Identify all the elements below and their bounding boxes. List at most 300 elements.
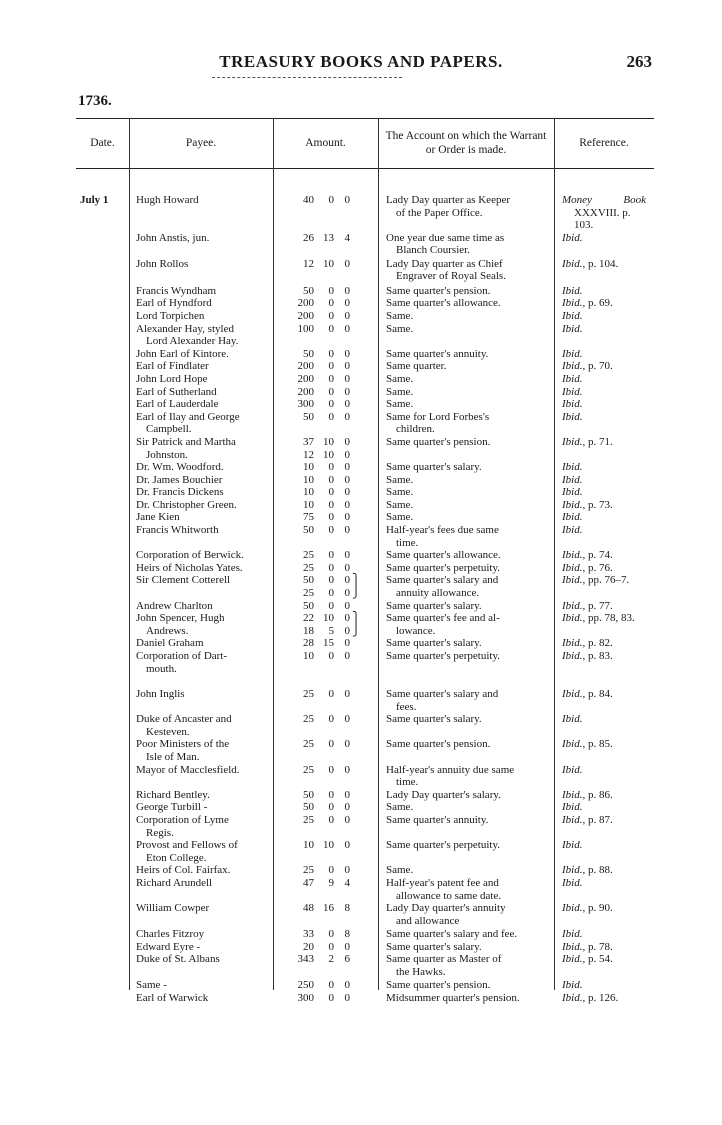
amount-cell xyxy=(284,764,376,777)
header-bottom-rule xyxy=(76,168,654,169)
shillings: 0 xyxy=(328,813,334,826)
column-header-account: The Account on which the Warrant or Order is made. xyxy=(385,130,547,156)
shillings: 10 xyxy=(323,839,334,852)
table-row xyxy=(76,436,654,461)
pounds: 40 xyxy=(303,194,314,206)
table-row xyxy=(76,789,654,802)
payee-line: Corporation of Berwick. xyxy=(136,549,244,562)
amount-cell xyxy=(284,258,376,271)
reference-line: Ibid. xyxy=(562,284,583,297)
amount-line xyxy=(284,511,376,524)
shillings: 10 xyxy=(323,257,334,270)
reference-line: Ibid., p. 73. xyxy=(562,498,613,511)
amount-line xyxy=(284,713,376,726)
reference-cell xyxy=(562,650,652,663)
amount-line xyxy=(284,194,376,207)
reference-cell xyxy=(562,928,652,941)
pence: 0 xyxy=(344,372,350,385)
amount-line xyxy=(284,323,376,336)
payee-cell xyxy=(136,979,268,992)
shillings: 0 xyxy=(328,574,334,587)
amount-cell xyxy=(284,953,376,966)
reference-cell xyxy=(562,764,652,777)
table-row xyxy=(76,992,654,1005)
pounds: 25 xyxy=(303,587,314,600)
pence: 0 xyxy=(344,561,350,574)
account-cell xyxy=(386,864,550,877)
reference-line: Ibid. xyxy=(562,309,583,322)
pounds: 300 xyxy=(297,398,314,411)
amount-line xyxy=(284,474,376,487)
reference-cell xyxy=(562,612,652,625)
payee-cell xyxy=(136,992,268,1005)
reference-line: Ibid. xyxy=(562,372,583,385)
payee-cell xyxy=(136,461,268,474)
payee-cell xyxy=(136,549,268,562)
reference-line: Ibid., p. 71. xyxy=(562,435,613,448)
table-row xyxy=(76,258,654,285)
table-row xyxy=(76,474,654,487)
pence: 0 xyxy=(344,309,350,322)
amount-line xyxy=(284,461,376,474)
brace-mark: ⎫ xyxy=(352,612,361,625)
account-cell xyxy=(386,436,550,449)
amount-line xyxy=(284,574,376,587)
table-row xyxy=(76,398,654,411)
shillings: 10 xyxy=(323,435,334,448)
payee-line: Corporation of Lyme xyxy=(136,813,229,826)
table-row xyxy=(76,499,654,512)
shillings: 0 xyxy=(328,284,334,297)
payee-line: Kesteven. xyxy=(146,725,190,738)
reference-cell xyxy=(562,474,652,487)
amount-line xyxy=(284,486,376,499)
pence: 0 xyxy=(344,624,350,637)
table-row xyxy=(76,461,654,474)
pence: 0 xyxy=(344,461,350,474)
shillings: 0 xyxy=(328,486,334,499)
shillings: 0 xyxy=(328,398,334,411)
pounds: 26 xyxy=(303,231,314,244)
shillings: 15 xyxy=(323,637,334,650)
payee-line: John Lord Hope xyxy=(136,372,208,385)
shillings: 0 xyxy=(328,524,334,537)
account-line: Same for Lord Forbes's xyxy=(386,410,490,423)
payee-line: Sir Patrick and Martha xyxy=(136,435,236,448)
reference-line: Ibid. xyxy=(562,839,583,852)
account-line: Lady Day quarter as Chief xyxy=(386,257,503,270)
table-row xyxy=(76,864,654,877)
account-line: Same quarter's pension. xyxy=(386,284,491,297)
reference-line: XXXVIII. p. xyxy=(574,206,631,219)
pounds: 50 xyxy=(303,347,314,360)
amount-line xyxy=(284,549,376,562)
amount-cell xyxy=(284,801,376,814)
table-row xyxy=(76,764,654,789)
reference-line: Ibid. xyxy=(562,979,583,992)
payee-line: Francis Wyndham xyxy=(136,284,217,297)
account-line: Same quarter's annuity. xyxy=(386,347,489,360)
reference-cell xyxy=(562,713,652,726)
payee-line: Dr. Francis Dickens xyxy=(136,486,224,499)
reference-cell xyxy=(562,194,652,232)
account-line: Same. xyxy=(386,864,414,877)
account-cell xyxy=(386,600,550,613)
pounds: 28 xyxy=(303,637,314,650)
amount-cell xyxy=(284,499,376,512)
account-line: Same quarter's allowance. xyxy=(386,297,501,310)
reference-cell xyxy=(562,814,652,827)
pounds: 50 xyxy=(303,524,314,537)
payee-line: Dr. James Bouchier xyxy=(136,473,223,486)
table-row xyxy=(76,738,654,763)
payee-cell xyxy=(136,323,268,348)
payee-line: Earl of Hyndford xyxy=(136,297,212,310)
account-line: Same quarter's pension. xyxy=(386,979,491,992)
payee-line: Campbell. xyxy=(146,423,192,436)
amount-line xyxy=(284,524,376,537)
table-row xyxy=(76,411,654,436)
payee-cell xyxy=(136,474,268,487)
payee-cell xyxy=(136,612,268,637)
reference-cell xyxy=(562,789,652,802)
pounds: 25 xyxy=(303,549,314,562)
account-line: Same quarter's salary. xyxy=(386,461,482,474)
reference-cell xyxy=(562,979,652,992)
pence: 0 xyxy=(344,360,350,373)
shillings: 5 xyxy=(328,624,334,637)
amount-line xyxy=(284,864,376,877)
payee-line: John Earl of Kintore. xyxy=(136,347,229,360)
account-cell xyxy=(386,814,550,827)
pounds: 50 xyxy=(303,284,314,297)
pounds: 33 xyxy=(303,928,314,941)
account-cell xyxy=(386,688,550,713)
shillings: 0 xyxy=(328,309,334,322)
account-cell xyxy=(386,398,550,411)
account-line: Half-year's annuity due same xyxy=(386,763,515,776)
table-row xyxy=(76,814,654,839)
shillings: 0 xyxy=(328,979,334,992)
shillings: 0 xyxy=(328,688,334,701)
pounds: 10 xyxy=(303,839,314,852)
pounds: 200 xyxy=(297,360,314,373)
payee-cell xyxy=(136,360,268,373)
amount-line xyxy=(284,310,376,323)
amount-line xyxy=(284,801,376,814)
amount-line xyxy=(284,436,376,449)
pence: 0 xyxy=(344,788,350,801)
pounds: 48 xyxy=(303,902,314,915)
amount-cell xyxy=(284,574,376,599)
pence: 0 xyxy=(344,612,350,625)
amount-line xyxy=(284,979,376,992)
column-header-amount: Amount. xyxy=(305,137,346,149)
payee-line: Francis Whitworth xyxy=(136,524,219,537)
reference-line: Ibid., p. 88. xyxy=(562,864,613,877)
reference-line: Ibid., pp. 78, 83. xyxy=(562,612,635,625)
column-header-reference: Reference. xyxy=(579,137,629,149)
account-line: Same quarter. xyxy=(386,360,447,373)
account-cell xyxy=(386,877,550,902)
pence: 0 xyxy=(344,385,350,398)
pence: 4 xyxy=(344,231,350,244)
amount-line xyxy=(284,941,376,954)
pence: 0 xyxy=(344,257,350,270)
shillings: 0 xyxy=(328,940,334,953)
pounds: 18 xyxy=(303,624,314,637)
reference-cell xyxy=(562,574,652,587)
amount-line xyxy=(284,688,376,701)
shillings: 9 xyxy=(328,876,334,889)
amount-cell xyxy=(284,323,376,336)
account-cell xyxy=(386,650,550,663)
table-row xyxy=(76,511,654,524)
table-row xyxy=(76,373,654,386)
reference-line: Ibid., p. 85. xyxy=(562,738,613,751)
payee-line: Earl of Findlater xyxy=(136,360,209,373)
pence: 0 xyxy=(344,322,350,335)
payee-cell xyxy=(136,562,268,575)
amount-cell xyxy=(284,310,376,323)
shillings: 0 xyxy=(328,864,334,877)
amount-line xyxy=(284,285,376,298)
amount-cell xyxy=(284,436,376,461)
account-cell xyxy=(386,738,550,751)
amount-line xyxy=(284,928,376,941)
amount-cell xyxy=(284,979,376,992)
payee-line: Same - xyxy=(136,979,167,992)
pence: 0 xyxy=(344,813,350,826)
payee-line: Earl of Lauderdale xyxy=(136,398,219,411)
pounds: 300 xyxy=(297,991,314,1004)
account-cell xyxy=(386,789,550,802)
payee-line: Eton College. xyxy=(146,851,207,864)
account-line: of the Paper Office. xyxy=(396,206,483,219)
payee-cell xyxy=(136,486,268,499)
amount-cell xyxy=(284,864,376,877)
reference-line: Ibid. xyxy=(562,801,583,814)
payee-line: John Rollos xyxy=(136,257,189,270)
account-cell xyxy=(386,713,550,726)
amount-cell xyxy=(284,360,376,373)
reference-line: Ibid., pp. 76–7. xyxy=(562,574,630,587)
pence: 0 xyxy=(344,587,350,600)
amount-cell xyxy=(284,713,376,726)
payee-line: Corporation of Dart- xyxy=(136,650,228,663)
pounds: 25 xyxy=(303,813,314,826)
payee-line: Lord Alexander Hay. xyxy=(146,335,239,348)
amount-cell xyxy=(284,348,376,361)
reference-line: Ibid. xyxy=(562,461,583,474)
table-row xyxy=(76,194,654,232)
pence: 0 xyxy=(344,637,350,650)
pounds: 343 xyxy=(297,953,314,966)
account-line: Same quarter's pension. xyxy=(386,738,491,751)
amount-cell xyxy=(284,612,376,637)
table-row xyxy=(76,801,654,814)
amount-cell xyxy=(284,373,376,386)
shillings: 0 xyxy=(328,322,334,335)
amount-cell xyxy=(284,902,376,915)
reference-cell xyxy=(562,373,652,386)
reference-cell xyxy=(562,902,652,915)
pence: 0 xyxy=(344,398,350,411)
table-row xyxy=(76,928,654,941)
amount-cell xyxy=(284,524,376,537)
payee-cell xyxy=(136,941,268,954)
reference-cell xyxy=(562,953,652,966)
amount-line xyxy=(284,839,376,852)
payee-cell xyxy=(136,398,268,411)
amount-line xyxy=(284,814,376,827)
account-cell xyxy=(386,549,550,562)
table-body xyxy=(76,194,654,1004)
reference-line: Ibid., p. 74. xyxy=(562,549,613,562)
shillings: 0 xyxy=(328,713,334,726)
year-heading: 1736. xyxy=(78,93,112,109)
table-row xyxy=(76,386,654,399)
reference-line: Ibid., p. 76. xyxy=(562,561,613,574)
pence: 0 xyxy=(344,194,350,206)
table-row xyxy=(76,902,654,928)
shillings: 0 xyxy=(328,372,334,385)
reference-line: Ibid. xyxy=(562,486,583,499)
reference-cell xyxy=(562,386,652,399)
table-row xyxy=(76,979,654,992)
shillings: 2 xyxy=(328,953,334,966)
table-row xyxy=(76,574,654,599)
amount-line xyxy=(284,600,376,613)
account-line: Same quarter's fee and al- xyxy=(386,612,500,625)
reference-line: Ibid. xyxy=(562,410,583,423)
payee-cell xyxy=(136,953,268,966)
account-line: and allowance xyxy=(396,914,460,927)
shillings: 16 xyxy=(323,902,334,915)
reference-line: Ibid., p. 77. xyxy=(562,599,613,612)
account-line: One year due same time as xyxy=(386,231,505,244)
amount-cell xyxy=(284,789,376,802)
account-line: Same. xyxy=(386,398,414,411)
payee-cell xyxy=(136,864,268,877)
column-header-payee: Payee. xyxy=(185,137,217,149)
pence: 6 xyxy=(344,953,350,966)
reference-line: Ibid. xyxy=(562,347,583,360)
pence: 8 xyxy=(344,902,350,915)
account-line: Same quarter's perpetuity. xyxy=(386,650,500,663)
reference-cell xyxy=(562,499,652,512)
shillings: 13 xyxy=(323,231,334,244)
payee-cell xyxy=(136,310,268,323)
shillings: 0 xyxy=(328,511,334,524)
payee-cell xyxy=(136,688,268,701)
reference-cell xyxy=(562,511,652,524)
reference-line: Ibid., p. 90. xyxy=(562,902,613,915)
payee-cell xyxy=(136,386,268,399)
pence: 0 xyxy=(344,991,350,1004)
amount-cell xyxy=(284,877,376,890)
pounds: 22 xyxy=(303,612,314,625)
table-row xyxy=(76,688,654,713)
amount-cell xyxy=(284,461,376,474)
amount-cell xyxy=(284,398,376,411)
account-line: annuity allowance. xyxy=(396,587,480,600)
reference-cell xyxy=(562,411,652,424)
reference-cell xyxy=(562,258,652,271)
account-line: Lady Day quarter as Keeper xyxy=(386,194,510,206)
account-cell xyxy=(386,499,550,512)
pounds: 47 xyxy=(303,876,314,889)
shillings: 0 xyxy=(328,801,334,814)
table-row xyxy=(76,524,654,549)
payee-cell xyxy=(136,738,268,763)
shillings: 0 xyxy=(328,410,334,423)
amount-cell xyxy=(284,992,376,1005)
table-row xyxy=(76,323,654,348)
account-line: children. xyxy=(396,423,435,436)
amount-cell xyxy=(284,941,376,954)
pounds: 50 xyxy=(303,410,314,423)
account-cell xyxy=(386,323,550,336)
shillings: 0 xyxy=(328,599,334,612)
pence: 0 xyxy=(344,347,350,360)
reference-cell xyxy=(562,486,652,499)
payee-cell xyxy=(136,801,268,814)
pounds: 25 xyxy=(303,561,314,574)
table-row xyxy=(76,285,654,298)
amount-line xyxy=(284,449,376,462)
reference-line: Ibid. xyxy=(562,713,583,726)
payee-cell xyxy=(136,232,268,245)
account-line: fees. xyxy=(396,700,417,713)
account-line: Same quarter's salary. xyxy=(386,599,482,612)
pence: 0 xyxy=(344,524,350,537)
payee-line: Heirs of Col. Fairfax. xyxy=(136,864,231,877)
pence: 0 xyxy=(344,979,350,992)
table-row xyxy=(76,650,654,688)
pence: 0 xyxy=(344,549,350,562)
amount-line xyxy=(284,411,376,424)
reference-cell xyxy=(562,461,652,474)
reference-line: Ibid., p. 78. xyxy=(562,940,613,953)
pence: 0 xyxy=(344,486,350,499)
shillings: 0 xyxy=(328,385,334,398)
payee-cell xyxy=(136,928,268,941)
amount-line xyxy=(284,232,376,245)
account-line: time. xyxy=(396,776,419,789)
payee-cell xyxy=(136,348,268,361)
payee-line: Edward Eyre - xyxy=(136,940,201,953)
reference-line: Ibid., p. 126. xyxy=(562,991,619,1004)
reference-line: Ibid., p. 84. xyxy=(562,688,613,701)
account-line: Same. xyxy=(386,322,414,335)
amount-cell xyxy=(284,814,376,827)
amount-line xyxy=(284,297,376,310)
pounds: 10 xyxy=(303,650,314,663)
pounds: 10 xyxy=(303,461,314,474)
payee-cell xyxy=(136,902,268,915)
payee-cell xyxy=(136,574,268,587)
account-line: Same. xyxy=(386,486,414,499)
account-cell xyxy=(386,348,550,361)
payee-cell xyxy=(136,600,268,613)
table-row xyxy=(76,297,654,310)
pounds: 10 xyxy=(303,473,314,486)
pence: 0 xyxy=(344,473,350,486)
account-cell xyxy=(386,373,550,386)
reference-cell xyxy=(562,524,652,537)
reference-line: Ibid., p. 87. xyxy=(562,813,613,826)
